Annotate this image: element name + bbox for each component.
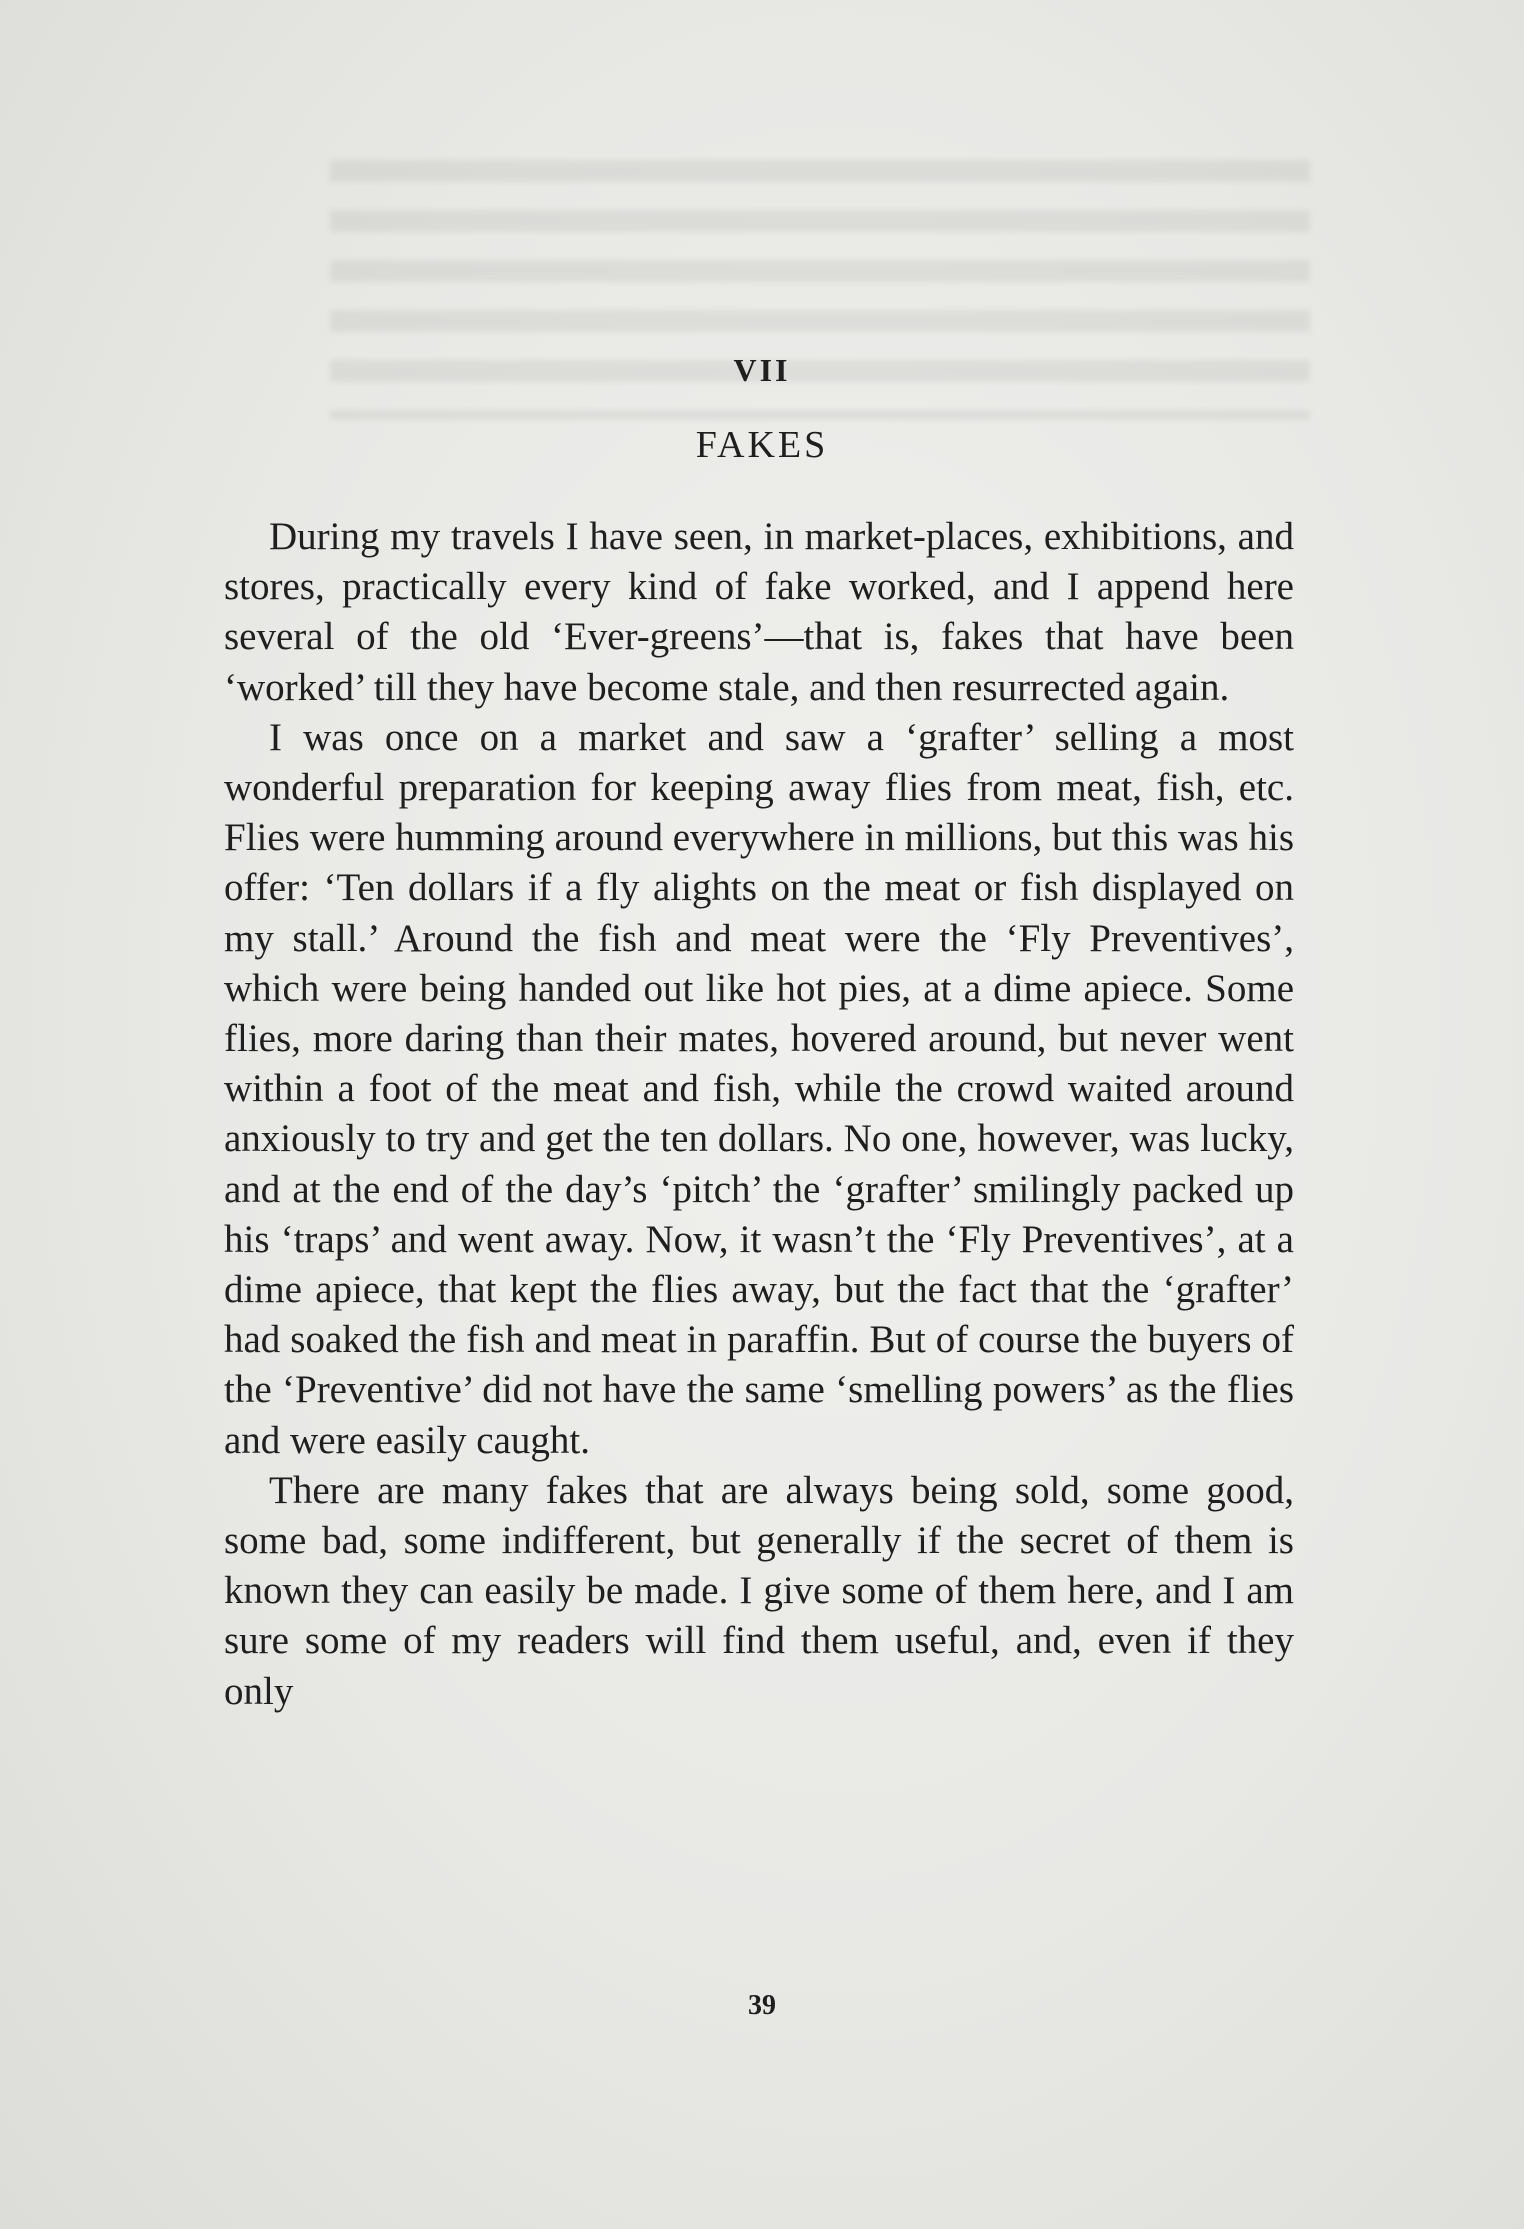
paragraph: I was once on a market and saw a ‘grafter’ selling a most wonderful preparation for keeping away flies from meat, fish, etc. Flies were humming around everywhere in millions, but this was his offer: ‘Ten dollars if a fly alights on the meat or fish displayed on my stall.’ Around the fish and meat were the ‘Fly Preventives’, which were being handed out like hot pies, at a dime apiece. Some flies, more daring than their mates, hovered around, but never went within a foot of the meat and fish, while the crowd waited around anxiously to try and get the ten dollars. No one, however, was lucky, and at the end of the day’s ‘pitch’ the ‘grafter’ smilingly packed up his ‘traps’ and went away. Now, it wasn’t the ‘Fly Preventives’, at a dime apiece, that kept the flies away, but the fact that the ‘grafter’ had soaked the fish and meat in paraffin. But of course the buyers of the ‘Preventive’ did not have the same ‘smelling powers’ as the flies and were easily caught.	[224, 715, 1294, 1462]
page-number: 39	[748, 1990, 776, 2021]
paragraph: There are many fakes that are always being sold, some good, some bad, some indifferent, but generally if the secret of them is known they can easily be made. I give some of them here, and I am sure some of my readers will find them useful, and, even if they only	[224, 1468, 1294, 1713]
paragraph: During my travels I have seen, in market-places, exhibitions, and stores, practically every kind of fake worked, and I append here several of the old ‘Ever-greens’—that is, fakes that have been ‘worked’ till they have become stale, and then resurrected again.	[224, 515, 1294, 709]
body-text	[224, 512, 1294, 1717]
chapter-number: VII	[733, 352, 791, 388]
chapter-title: FAKES	[695, 424, 829, 466]
